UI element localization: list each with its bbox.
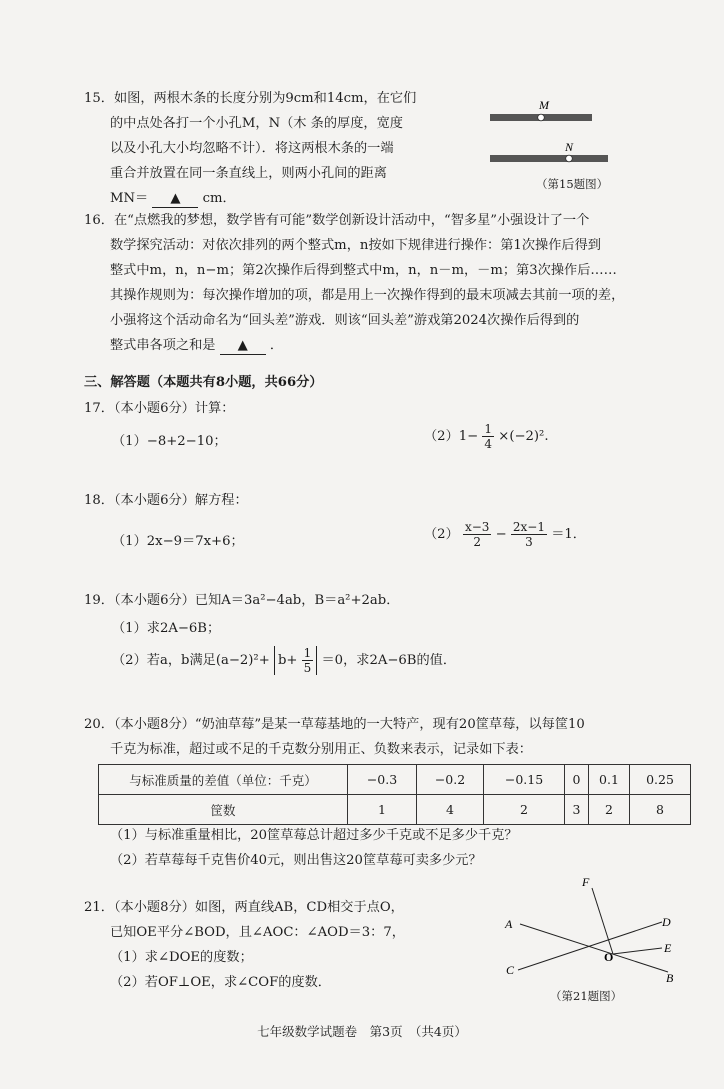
q20-subquestions [84,823,684,873]
table-row [99,795,691,825]
q19-part-1: （1）求2A−6B； [112,621,221,636]
page-footer: 七年级数学试题卷 第3页 （共4页） [257,1024,467,1039]
q17-frac-den: 4 [484,437,493,451]
q19-frac-num: 1 [303,646,312,660]
q15-line-1: 15．如图，两根木条的长度分别为9cm和14cm，在它们 [84,91,417,106]
q16-line-5: 小强将这个活动命名为“回头差”游戏．则该“回头差”游戏第2024次操作后得到的 [110,313,580,328]
table-header-diff: 与标准质量的差值（单位：千克） [99,765,348,795]
table-header-count: 筐数 [99,795,348,825]
q19-abs-value [274,646,317,675]
q19-title: 19．（本小题6分）已知A＝3a²−4ab，B＝a²+2ab． [84,593,400,608]
q15-answer-prefix: MN＝ [110,191,149,206]
hole-m [538,114,545,121]
q19-part-2 [112,646,456,675]
q17-title: 17．（本小题6分）计算： [84,401,235,416]
label-e: E [664,941,672,955]
question-20 [84,712,684,762]
q17-part-2 [424,422,549,451]
q15-answer-blank[interactable]: ▲ [152,190,198,208]
q16-line-4: 其操作规则为：每次操作增加的项，都是用上一次操作得到的最末项减去其前一项的差， [110,288,625,303]
table-cell: 0.1 [589,765,630,795]
table-cell: 1 [348,795,417,825]
table-cell: 8 [630,795,691,825]
q21-line-1: 21．（本小题8分）如图，两直线AB，CD相交于点O， [84,900,404,915]
section-3-heading [84,370,684,395]
q16-answer-suffix: ． [269,338,284,353]
label-a: A [505,917,513,931]
q18-minus: − [495,527,507,542]
q18-title: 18．（本小题6分）解方程： [84,493,248,508]
q17-p2-suffix: ×(−2)². [498,429,549,444]
table-cell: 2 [589,795,630,825]
q15-figure [484,94,614,174]
question-15 [84,86,464,211]
q15-line-3: 以及小孔大小均忽略不计）．将这两根木条的一端 [110,141,394,156]
q16-line-1: 16．在“点燃我的梦想，数学皆有可能”数学创新设计活动中，“智多星”小强设计了一个 [84,213,590,228]
q20-part-2: （2）若草莓每千克售价40元，则出售这20筐草莓可卖多少元？ [110,853,482,868]
q21-line-2: 已知OE平分∠BOD，且∠AOC：∠AOD＝3：7， [110,925,405,940]
label-d: D [662,915,671,929]
question-18-title [84,488,684,513]
table-cell: 4 [417,795,484,825]
table-cell: 0.25 [630,765,691,795]
label-b: B [666,971,674,985]
table-cell: 3 [565,795,589,825]
q21-figure-caption: （第21题图） [550,989,623,1003]
q16-answer-prefix: 整式串各项之和是 [110,338,216,353]
label-n: N [565,140,574,154]
q18-p2-suffix: ＝1． [551,527,586,542]
label-o: O [604,950,614,964]
q18-fraction-1 [463,520,491,549]
q18-f2-den: 3 [525,535,533,549]
q18-part-2 [424,520,586,549]
q16-answer-blank[interactable]: ▲ [220,337,266,355]
q19-fraction [302,646,314,675]
q18-f1-num: x−3 [464,520,490,534]
table-cell: −0.3 [348,765,417,795]
q19-abs-pre: b+ [277,653,298,668]
q20-record-table [98,764,691,825]
q18-fraction-2 [511,520,547,549]
ray-oe [613,948,662,954]
q15-figure-caption: （第15题图） [536,177,609,191]
table-cell: 2 [484,795,565,825]
table-row [99,765,691,795]
q18-p2-prefix: （2） [424,527,459,542]
stick-n [490,155,608,162]
q17-part-1: （1）−8+2−10； [112,434,227,449]
q17-frac-num: 1 [484,422,493,436]
q18-part-1: （1）2x−9＝7x+6； [112,534,244,549]
q16-line-6 [84,333,684,358]
q16-line-2: 数学探究活动：对依次排列的两个整式m，n按如下规律进行操作：第1次操作后得到 [110,238,601,253]
line-ab [520,924,668,972]
q17-fraction [482,422,494,451]
table-cell: −0.15 [484,765,565,795]
q19-frac-den: 5 [303,661,312,675]
question-19 [84,588,684,613]
question-21 [84,895,464,995]
table-cell: 0 [565,765,589,795]
q16-line-3: 整式中m，n，n−m；第2次操作后得到整式中m，n，n－m，－m；第3次操作后…… [110,263,617,278]
q15-line-2: 的中点处各打一个小孔M，N（木 条的厚度，宽度 [110,116,403,131]
q15-answer-suffix: cm． [202,191,236,206]
q18-f2-num: 2x−1 [512,520,545,534]
q21-line-4: （2）若OF⊥OE，求∠COF的度数． [110,975,331,990]
q21-line-3: （1）求∠DOE的度数； [110,950,253,965]
label-c: C [506,963,515,977]
label-f: F [582,875,590,889]
q15-line-4: 重合并放置在同一条直线上，则两小孔间的距离 [110,166,387,181]
table-cell: −0.2 [417,765,484,795]
hole-n [566,155,573,162]
question-16 [84,208,684,358]
q19-p2-prefix: （2）若a，b满足(a−2)²+ [112,653,270,668]
section-3-title: 三、解答题（本题共有8小题，共66分） [84,375,323,390]
q20-part-1: （1）与标准重量相比，20筐草莓总计超过多少千克或不足多少千克？ [110,828,518,843]
q20-line-1: 20．（本小题8分）“奶油草莓”是某一草莓基地的一大特产，现有20筐草莓，以每筐10 [84,717,585,732]
q21-figure [496,874,696,986]
q19-p2-suffix: ＝0，求2A−6B的值． [321,653,457,668]
question-17-title [84,396,684,421]
q20-line-2: 千克为标准，超过或不足的千克数分别用正、负数来表示，记录如下表： [110,742,532,757]
label-m: M [539,98,549,112]
q18-f1-den: 2 [473,535,482,549]
q17-p2-prefix: （2）1− [424,429,479,444]
